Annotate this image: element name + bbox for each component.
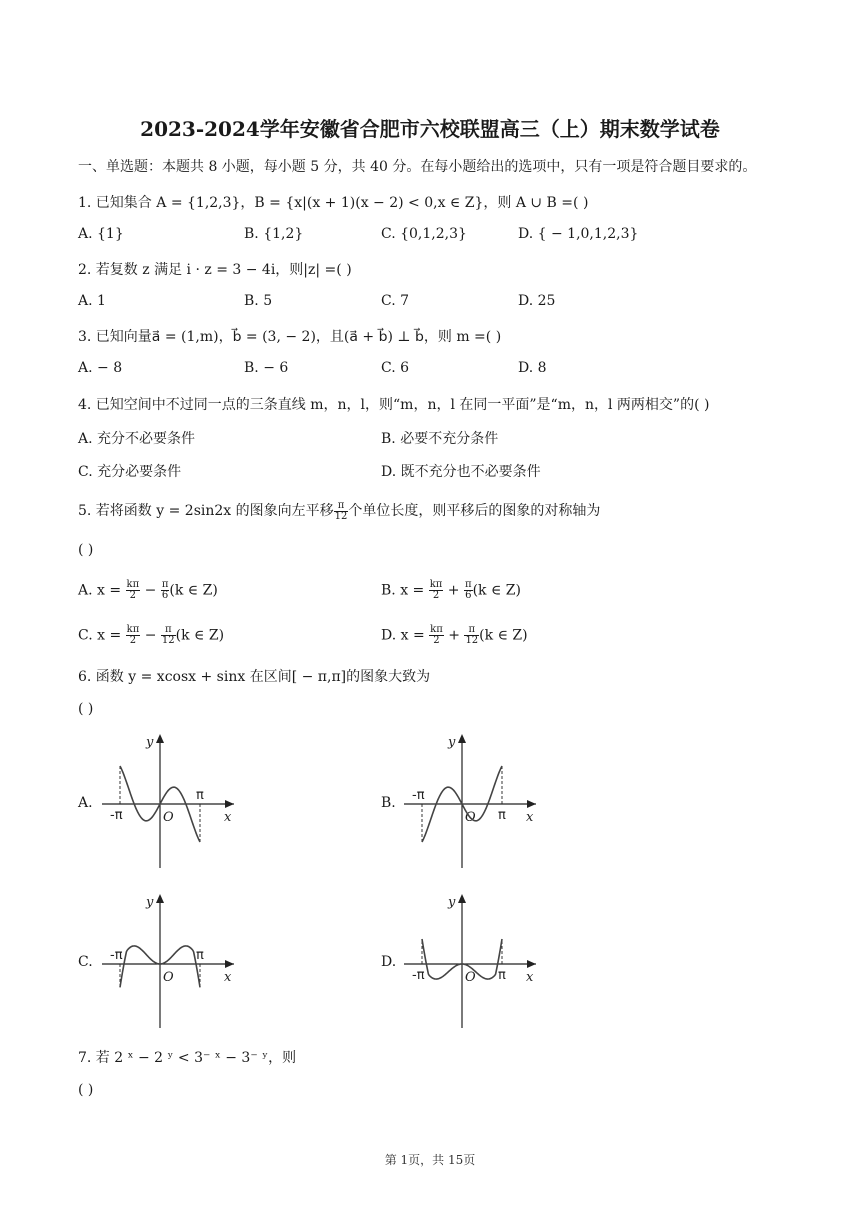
neg-pi-label: -π — [110, 948, 123, 963]
section-heading: 一、单选题：本题共 8 小题，每小题 5 分，共 40 分。在每小题给出的选项中，只有一项是符合题目要求的。 — [78, 159, 757, 175]
frac-den: 6 — [465, 590, 472, 601]
q3-option-b: B. − 6 — [244, 360, 289, 376]
q5-option-frac2 — [161, 625, 176, 646]
pi-label: π — [498, 968, 506, 983]
neg-pi-label: -π — [412, 968, 425, 983]
pi-label: π — [196, 948, 204, 963]
frac-den: 6 — [161, 590, 169, 601]
q7-paren: ( ) — [78, 1082, 94, 1098]
q5-option-frac2 — [464, 625, 479, 646]
q4-option-d: D. 既不充分也不必要条件 — [381, 464, 541, 480]
x-axis-arrow — [225, 800, 234, 808]
y-axis-label: y — [448, 735, 456, 750]
q5-stem-fraction — [334, 501, 349, 522]
y-axis-label: y — [146, 895, 154, 910]
q5-option-operator: − — [140, 627, 161, 644]
neg-pi-label: -π — [412, 788, 425, 803]
y-axis-arrow — [156, 734, 164, 743]
q6-graph-b — [398, 728, 548, 870]
q6-option-b-label: B. — [381, 795, 396, 811]
q5-option-label: C. x = — [78, 627, 126, 644]
origin-label: O — [163, 970, 174, 985]
q5-option-operator: + — [443, 627, 465, 644]
q5-option-d — [381, 625, 528, 646]
y-axis-arrow — [458, 734, 466, 743]
q5-stem-after: 个单位长度，则平移后的图象的对称轴为 — [348, 503, 601, 519]
question-4-stem: 4. 已知空间中不过同一点的三条直线 m，n，l，则“m，n，l 在同一平面”是“m，n，l 两两相交”的( ) — [78, 397, 710, 413]
q5-stem-before: 5. 若将函数 y = 2sin2x 的图象向左平移 — [78, 503, 334, 519]
frac-num: kπ — [429, 579, 443, 590]
q2-option-b: B. 5 — [244, 293, 273, 309]
q3-option-c: C. 6 — [381, 360, 410, 376]
question-1-stem: 1. 已知集合 A = {1,2,3}，B = {x|(x + 1)(x − 2) < 0,x ∈ Z}，则 A ∪ B =( ) — [78, 195, 589, 211]
q5-option-label: D. x = — [381, 627, 430, 644]
q1-option-b: B. {1,2} — [244, 226, 304, 242]
q5-option-label: B. x = — [381, 582, 429, 599]
q5-option-frac1 — [429, 625, 444, 646]
q6-graph-a — [96, 728, 246, 870]
q5-option-tail: (k ∈ Z) — [175, 627, 225, 644]
frac-den: 12 — [465, 635, 479, 646]
frac-num: kπ — [126, 579, 140, 590]
q6-option-a-label: A. — [78, 795, 93, 811]
q1-option-c: C. {0,1,2,3} — [381, 226, 467, 242]
question-7-stem: 7. 若 2 ˣ − 2 ʸ < 3⁻ ˣ − 3⁻ ʸ，则 — [78, 1050, 297, 1066]
y-axis-label: y — [448, 895, 456, 910]
q5-option-frac1 — [126, 625, 141, 646]
q6-graph-d — [398, 888, 548, 1030]
q5-option-operator: − — [140, 582, 161, 599]
q5-option-frac1 — [126, 580, 141, 601]
q3-option-d: D. 8 — [518, 360, 547, 376]
q2-option-c: C. 7 — [381, 293, 410, 309]
frac-num: kπ — [430, 624, 443, 635]
q2-option-a: A. 1 — [78, 293, 106, 309]
q5-option-c — [78, 625, 224, 646]
frac-den: 2 — [432, 590, 440, 601]
q5-frac-den: 12 — [334, 510, 348, 522]
frac-num: π — [464, 625, 479, 636]
q5-frac-num: π — [334, 501, 349, 512]
q5-option-tail: (k ∈ Z) — [479, 627, 528, 644]
origin-label: O — [163, 810, 174, 825]
page-footer: 第 1页，共 15页 — [384, 1153, 476, 1167]
frac-den: 2 — [129, 590, 137, 601]
x-axis-label: x — [526, 810, 534, 825]
q2-option-d: D. 25 — [518, 293, 556, 309]
q6-paren: ( ) — [78, 701, 94, 717]
frac-den: 2 — [433, 635, 440, 646]
frac-den: 12 — [161, 635, 175, 646]
y-axis-label: y — [146, 735, 154, 750]
q5-paren: ( ) — [78, 542, 94, 558]
page-title: 2023-2024学年安徽省合肥市六校联盟高三（上）期末数学试卷 — [140, 117, 720, 141]
q6-option-d-label: D. — [381, 954, 397, 970]
q3-option-a: A. − 8 — [78, 360, 123, 376]
frac-num: π — [465, 579, 472, 590]
q1-option-a: A. {1} — [78, 226, 124, 242]
frac-num: π — [161, 625, 176, 636]
y-axis-arrow — [458, 894, 466, 903]
frac-num: π — [161, 579, 169, 590]
x-axis-label: x — [526, 970, 534, 985]
x-axis-arrow — [225, 960, 234, 968]
neg-pi-label: -π — [110, 808, 123, 823]
q4-option-a: A. 充分不必要条件 — [78, 431, 196, 447]
q4-option-c: C. 充分必要条件 — [78, 464, 182, 480]
origin-label: O — [465, 810, 476, 825]
q5-option-tail: (k ∈ Z) — [169, 582, 218, 599]
origin-label: O — [465, 970, 476, 985]
q5-option-tail: (k ∈ Z) — [472, 582, 521, 599]
x-axis-label: x — [224, 970, 232, 985]
frac-den: 2 — [129, 635, 137, 646]
q6-graph-c — [96, 888, 246, 1030]
q5-option-frac1 — [429, 580, 444, 601]
frac-num: kπ — [126, 624, 140, 635]
question-6-stem: 6. 函数 y = xcosx + sinx 在区间[ − π,π]的图象大致为 — [78, 669, 431, 685]
question-2-stem: 2. 若复数 z 满足 i · z = 3 − 4i，则|z| =( ) — [78, 262, 352, 278]
q1-option-d: D. { − 1,0,1,2,3} — [518, 226, 639, 242]
q5-option-b — [381, 580, 521, 601]
q5-option-label: A. x = — [78, 582, 126, 599]
q6-option-c-label: C. — [78, 954, 93, 970]
x-axis-label: x — [224, 810, 232, 825]
question-5-stem — [78, 500, 600, 522]
pi-label: π — [498, 808, 506, 823]
x-axis-arrow — [527, 960, 536, 968]
q5-option-frac2 — [464, 580, 473, 601]
q5-option-operator: + — [443, 582, 464, 599]
q5-option-a — [78, 580, 218, 601]
question-3-stem: 3. 已知向量a⃗ = (1,m)，b⃗ = (3, − 2)，且(a⃗ + b⃗) ⊥ b⃗，则 m =( ) — [78, 329, 502, 345]
pi-label: π — [196, 788, 204, 803]
q4-option-b: B. 必要不充分条件 — [381, 431, 499, 447]
y-axis-arrow — [156, 894, 164, 903]
x-axis-arrow — [527, 800, 536, 808]
